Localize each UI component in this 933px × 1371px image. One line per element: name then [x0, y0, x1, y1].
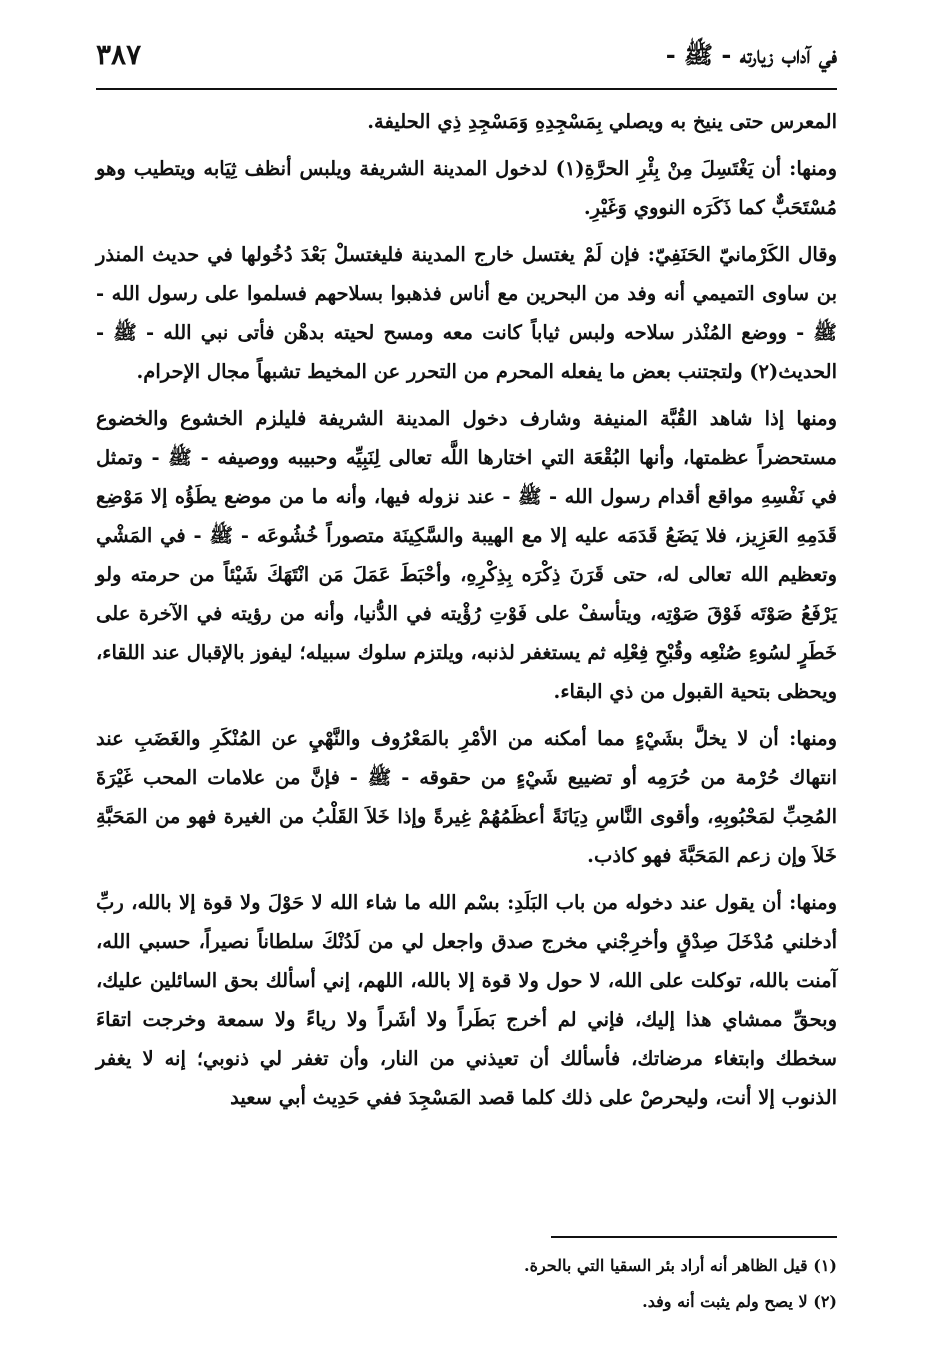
paragraph: ومنها: أن يقول عند دخوله من باب البَلَدِ: بسْم الله ما شاء الله لا حَوْلَ ولا قوة إلا بالله، ربِّ أدخلني مُدْخَلَ صِدْقٍ وأخرِجْني مخرج صدق واجعل لي من لَدُنْكَ سلطاناً نصيراً، حسبي الله، آمنت بالله، توكلت على الله، لا حول ولا قوة إلا بالله، اللهم، إني أسألك بحق السائلين عليك، وبحقِّ ممشاي هذا إليك، فإني لم أخرج بَطَراً ولا أشَراً ولا رياءً ولا سمعة وخرجت اتقاءَ سخطك وابتغاء مرضاتك، فأسألك أن تعيذني من النار، وأن تغفر لي ذنوبي؛ إنه لا يغفر الذنوب إلا أنت، وليحرصْ على ذلك كلما قصد المَسْجِدَ ففي حَدِيث أبي سعيد: [96, 891, 837, 1109]
footnotes: [96, 1248, 837, 1320]
paragraph: ومنها: أن لا يخلَّ بشَيْءٍ مما أمكنه من الأمْرِ بالمَعْرُوف والنَّهْيِ عن المُنْكَرِ والغَضَبِ عند انتهاك حُرْمة من حُرَمِه أو تضييع شَيْءٍ من حقوقه - ﷺ - فإنَّ من علامات المحب غَيْرَةَ المُحِبِّ لمَحْبُوبِهِ، وأقوى النَّاسِ دِيَانَةً أعظَمُهُمْ غِيرةً وإذا خَلاَ القَلْبُ من الغيرة فهو من المَحَبَّةِ خَلاَ وإن زعم المَحَبَّةَ فهو كاذب.: [96, 727, 837, 867]
paragraph: ومنها: أن يَغْتَسِلَ مِنْ بِئْرِ الحرَّةِ(١) لدخول المدينة الشريفة ويلبس أنظف ثِيَابه ويتطيب وهو مُسْتَحَبٌّ كما ذَكَرَه النووي وَغَيْرِ.: [96, 157, 837, 219]
page-number: ٣٨٧: [96, 38, 142, 71]
paragraph: ومنها إذا شاهد القُبَّة المنيفة وشارف دخول المدينة الشريفة فليلزم الخشوع والخضوع مستحضراً عظمتها، وأنها البُقْعَة التي اختارها اللَّه تعالى لِنَبِيِّه وحبيبه ووصيفه - ﷺ - وتمثل في نَفْسِهِ مواقع أقدام رسول الله - ﷺ - عند نزوله فيها، وأنه ما من موضع يطَؤُه إلا مَوْضِع قَدَمِهِ العَزِيز، فلا يَضَعُ قَدَمَه عليه إلا مع الهيبة والسَّكِينَة متصوراً خُشُوعَه - ﷺ - في المَشْي وتعظيم الله تعالى له، حتى قَرَنَ ذِكْرَه بِذِكْرِهِ، وأحْبَطَ عَمَلَ مَن انْتَهَكَ شَيْئاً من حرمته ولو يَرْفَعُ صَوْتَه فَوْقَ صَوْتِه، ويتأسفْ على فَوْتِ رُؤْيته في الدُّنيا، وأنه من رؤيته في الآخرة على خَطَرٍ لسُوءِ صُنْعِه وقُبْحِ فِعْلِه ثم يستغفر لذنبه، ويلتزم سلوك سبيله؛ ليفوز بالإقبال عند اللقاء، ويحظى بتحية القبول من ذي البقاء.: [96, 407, 837, 703]
paragraph: وقال الكَرْمانيّ الحَنَفِيّ: فإن لَمْ يغتسل خارج المدينة فليغتسلْ بَعْدَ دُخُولها في حديث المنذر بن ساوى التميمي أنه وفد من البحرين مع أناس فذهبوا بسلاحهم فسلموا على رسول الله - ﷺ - ووضع المُنْذر سلاحه ولبس ثياباً كانت معه ومسح لحيته بدهْن فأتى نبي الله - ﷺ - الحديث(٢) ولتجتنب بعض ما يفعله المحرم من التحرر عن المخيط تشبهاً مجال الإحرام.: [96, 243, 837, 383]
running-header: [96, 38, 837, 90]
paragraph: المعرس حتى ينيخ به ويصلي بِمَسْجِدِهِ وَمَسْجِدِ ذِي الحليفة.: [367, 110, 837, 133]
footnote: (٢) لا يصح ولم يثبت أنه وفد.: [642, 1292, 837, 1311]
footnote-divider: [551, 1236, 837, 1238]
header-divider: [96, 88, 837, 90]
main-text: [96, 102, 837, 1125]
footnote: (١) قيل الظاهر أنه أراد بئر السقيا التي بالحرة.: [524, 1256, 837, 1275]
header-title: في آداب زيارته - ﷺ -: [665, 40, 837, 69]
